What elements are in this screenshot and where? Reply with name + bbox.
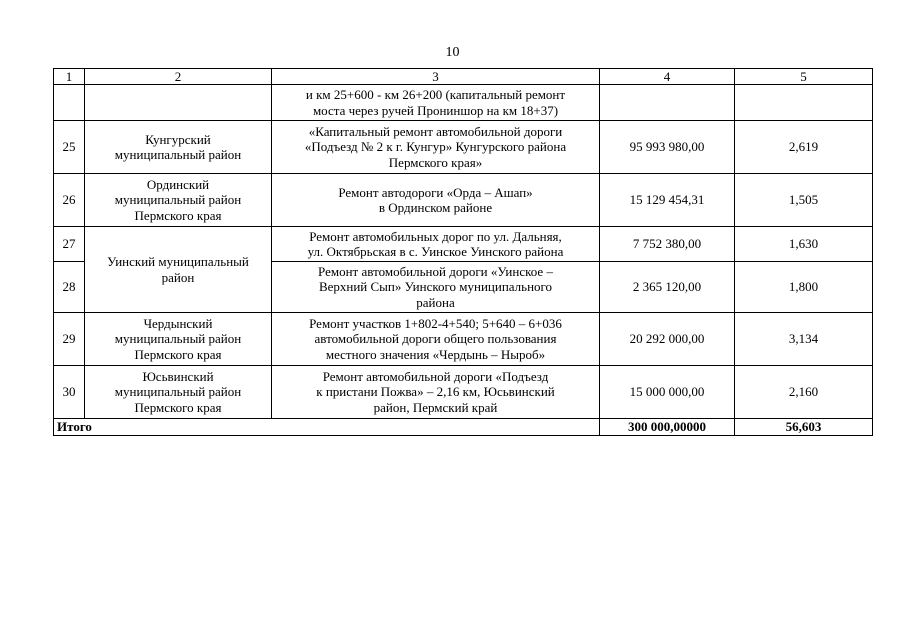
total-amount: 300 000,00000 (600, 419, 735, 436)
description-line: Ремонт участков 1+802-4+540; 5+640 – 6+036 (309, 315, 562, 331)
table-row (54, 313, 873, 366)
percent-cell (735, 85, 873, 121)
amount-cell: 7 752 380,00 (600, 227, 735, 262)
description-line: «Подъезд № 2 к г. Кунгур» Кунгурского района (304, 139, 567, 155)
table-row (54, 174, 873, 227)
header-cell-1: 1 (54, 69, 85, 85)
percent-cell: 1,505 (735, 174, 873, 227)
district-line: район (161, 269, 195, 285)
header-row (54, 69, 873, 85)
percent-cell: 3,134 (735, 313, 873, 366)
district-line: Уинский муниципальный (107, 254, 249, 269)
amount-cell (600, 85, 735, 121)
percent-cell: 2,619 (735, 121, 873, 174)
description-cell (272, 85, 600, 121)
amount-cell: 20 292 000,00 (600, 313, 735, 366)
description-cell (272, 227, 600, 262)
header-cell-4: 4 (600, 69, 735, 85)
description-cell (272, 121, 600, 174)
table-row-continuation (54, 85, 873, 121)
header-cell-3: 3 (272, 69, 600, 85)
district-cell (85, 85, 272, 121)
district-line: Ординский (146, 176, 210, 192)
total-row (54, 419, 873, 436)
row-number-cell: 26 (54, 174, 85, 227)
row-number-cell: 25 (54, 121, 85, 174)
row-number-cell: 27 (54, 227, 85, 262)
district-cell (85, 227, 272, 313)
description-line: Ремонт автомобильных дорог по ул. Дальняя, (309, 228, 562, 244)
description-line: район, Пермский край (373, 399, 498, 415)
district-line: Кунгурский (145, 131, 211, 147)
district-line: муниципальный район (114, 147, 242, 162)
header-cell-2: 2 (85, 69, 272, 85)
description-line: и км 25+600 - км 26+200 (капитальный ремонт (305, 87, 566, 102)
description-line: автомобильной дороги общего пользования (314, 331, 557, 347)
total-percent: 56,603 (735, 419, 873, 436)
funding-table (53, 68, 873, 436)
description-cell (272, 262, 600, 313)
header-cell-5: 5 (735, 69, 873, 85)
amount-cell: 15 129 454,31 (600, 174, 735, 227)
district-line: Юсьвинский (142, 368, 214, 384)
amount-cell: 95 993 980,00 (600, 121, 735, 174)
district-line: муниципальный район (114, 384, 242, 400)
description-line: района (416, 294, 455, 310)
amount-cell: 2 365 120,00 (600, 262, 735, 313)
row-number-cell (54, 85, 85, 121)
description-line: моста через ручей Прониншор на км 18+37) (312, 102, 559, 118)
amount-cell: 15 000 000,00 (600, 366, 735, 419)
page-number: 10 (445, 45, 460, 60)
description-line: Верхний Сып» Уинского муниципального (318, 279, 553, 295)
row-number-cell: 28 (54, 262, 85, 313)
row-number-cell: 29 (54, 313, 85, 366)
percent-cell: 1,630 (735, 227, 873, 262)
description-line: в Ординском районе (378, 200, 493, 215)
description-line: ул. Октябрьская в с. Уинское Уинского района (307, 244, 564, 259)
description-line: «Капитальный ремонт автомобильной дороги (308, 123, 563, 139)
district-cell (85, 121, 272, 174)
description-line: Пермского края» (388, 154, 483, 170)
description-line: к пристани Пожва» – 2,16 км, Юсьвинский (316, 384, 555, 400)
percent-cell: 2,160 (735, 366, 873, 419)
description-cell (272, 366, 600, 419)
percent-cell: 1,800 (735, 262, 873, 313)
description-line: Ремонт автодороги «Орда – Ашап» (338, 184, 533, 200)
district-line: Пермского края (134, 346, 222, 362)
total-label: Итого (54, 419, 600, 436)
description-line: Ремонт автомобильной дороги «Уинское – (318, 263, 553, 279)
row-number-cell: 30 (54, 366, 85, 419)
table-row (54, 366, 873, 419)
district-line: Пермского края (134, 207, 222, 223)
description-line: местного значения «Чердынь – Ныроб» (325, 346, 546, 362)
description-line: Ремонт автомобильной дороги «Подъезд (322, 368, 549, 384)
district-cell (85, 313, 272, 366)
district-line: Чердынский (143, 315, 213, 331)
table-row (54, 227, 873, 262)
district-cell (85, 174, 272, 227)
table-row (54, 121, 873, 174)
district-line: Пермского края (134, 399, 222, 415)
description-cell (272, 313, 600, 366)
description-cell (272, 174, 600, 227)
district-cell (85, 366, 272, 419)
district-line: муниципальный район (114, 192, 242, 208)
district-line: муниципальный район (114, 331, 242, 347)
